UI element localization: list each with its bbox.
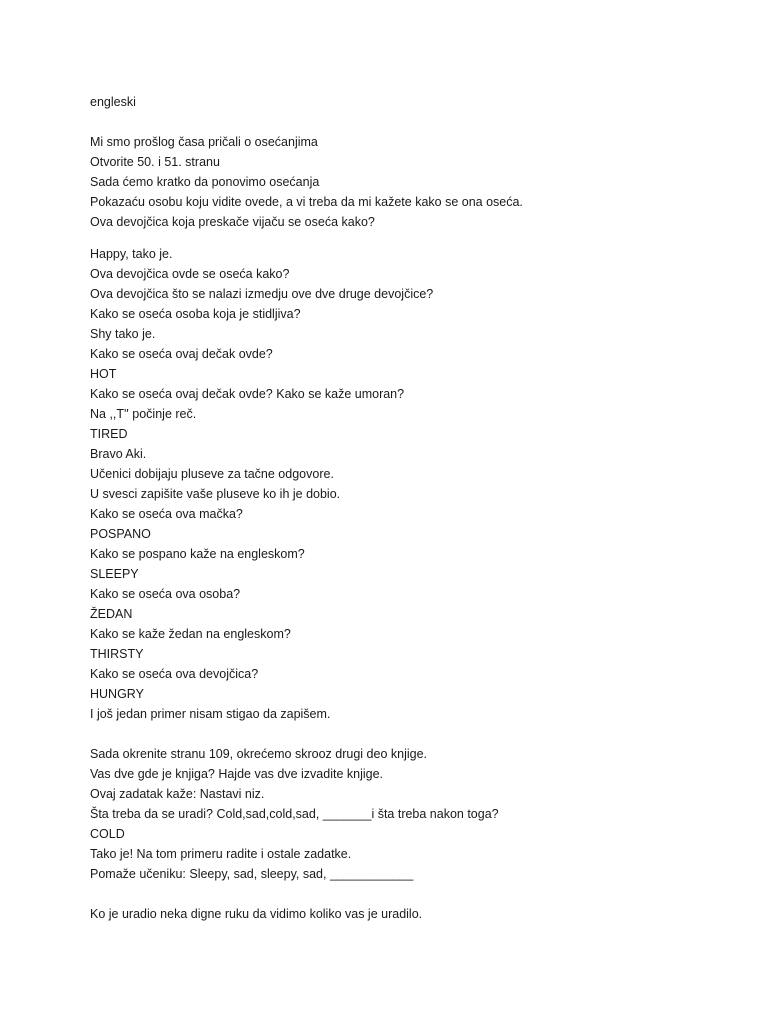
text-line: Vas dve gde je knjiga? Hajde vas dve izvadite knjige. <box>90 767 383 781</box>
text-line: Kako se oseća ova osoba? <box>90 587 241 601</box>
text-line: Otvorite 50. i 51. stranu <box>90 155 220 169</box>
text-line: TIRED <box>90 427 128 441</box>
text-line: COLD <box>90 827 125 841</box>
text-line: Učenici dobijaju pluseve za tačne odgovore. <box>90 467 334 481</box>
text-line: Kako se kaže žedan na engleskom? <box>90 627 291 641</box>
paragraph-intro <box>90 132 523 232</box>
text-line: Na ,,T'' počinje reč. <box>90 407 197 421</box>
text-line: Tako je! Na tom primeru radite i ostale zadatke. <box>90 847 352 861</box>
text-line: HUNGRY <box>90 687 144 701</box>
text-line: THIRSTY <box>90 647 144 661</box>
text-line: Bravo Aki. <box>90 447 147 461</box>
text-line: Sada okrenite stranu 109, okrećemo skrooz drugi deo knjige. <box>90 747 427 761</box>
paragraph-feelings-dialogue <box>90 244 433 724</box>
text-line: POSPANO <box>90 527 151 541</box>
text-line: Shy tako je. <box>90 327 156 341</box>
text-line: Sada ćemo kratko da ponovimo osećanja <box>90 175 320 189</box>
text-line: Kako se oseća ovaj dečak ovde? <box>90 347 273 361</box>
text-line: Ko je uradio neka digne ruku da vidimo koliko vas je uradilo. <box>90 907 423 921</box>
text-line: Kako se oseća ova mačka? <box>90 507 243 521</box>
text-line: U svesci zapišite vaše pluseve ko ih je dobio. <box>90 487 341 501</box>
text-line: Šta treba da se uradi? Cold,sad,cold,sad, _______i šta treba nakon toga? <box>90 807 499 821</box>
text-line: Kako se oseća osoba koja je stidljiva? <box>90 307 301 321</box>
text-line: Pokazaću osobu koju vidite ovede, a vi treba da mi kažete kako se ona oseća. <box>90 195 523 209</box>
text-line: Ovaj zadatak kaže: Nastavi niz. <box>90 787 265 801</box>
text-line: SLEEPY <box>90 567 139 581</box>
paragraph-page-109 <box>90 744 499 884</box>
text-line: I još jedan primer nisam stigao da zapišem. <box>90 707 331 721</box>
text-line: Mi smo prošlog časa pričali o osećanjima <box>90 135 318 149</box>
text-line: Pomaže učeniku: Sleepy, sad, sleepy, sad, ____________ <box>90 867 414 881</box>
text-line: Ova devojčica ovde se oseća kako? <box>90 267 290 281</box>
document-title: engleski <box>90 95 136 109</box>
text-line: Ova devojčica koja preskače vijaču se oseća kako? <box>90 215 375 229</box>
paragraph-closing <box>90 904 422 924</box>
text-line: Happy, tako je. <box>90 247 173 261</box>
text-line: HOT <box>90 367 117 381</box>
text-line: Kako se oseća ova devojčica? <box>90 667 259 681</box>
text-line: Ova devojčica što se nalazi izmedju ove dve druge devojčice? <box>90 287 434 301</box>
text-line: Kako se oseća ovaj dečak ovde? Kako se kaže umoran? <box>90 387 405 401</box>
text-line: ŽEDAN <box>90 607 133 621</box>
text-line: Kako se pospano kaže na engleskom? <box>90 547 305 561</box>
